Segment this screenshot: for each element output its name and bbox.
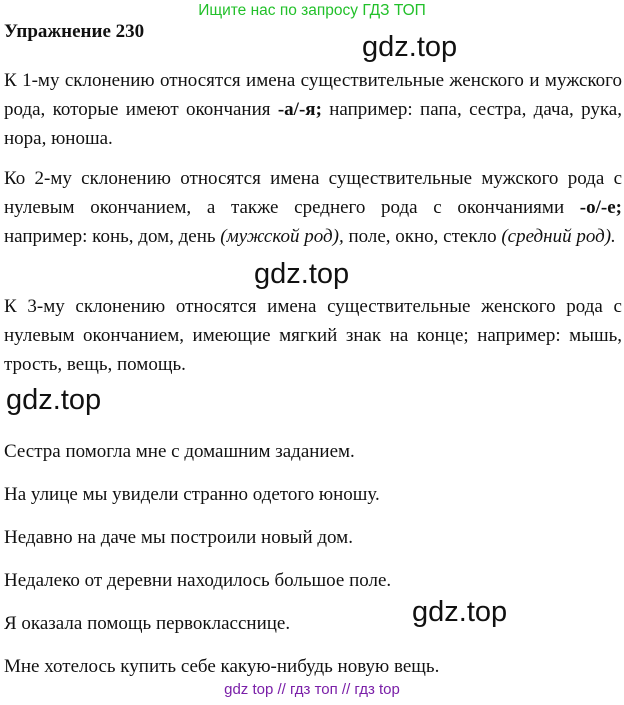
watermark: gdz.top [412, 596, 508, 628]
ending-text: -о/-е; [579, 197, 622, 218]
paragraph-declension-3 [4, 292, 622, 379]
sentence-4: Недалеко от деревни находилось большое поле. [4, 570, 392, 591]
paragraph-declension-2 [4, 164, 622, 251]
sentence-5: Я оказала помощь первокласснице. [4, 613, 291, 634]
sentence-1: Сестра помогла мне с домашним заданием. [4, 441, 355, 462]
exercise-title: Упражнение 230 [4, 21, 145, 42]
sentence-2: На улице мы увидели странно одетого юношу. [4, 484, 380, 505]
text: например: конь, дом, день [4, 226, 221, 247]
paragraph-declension-1 [4, 66, 622, 153]
text: К 1-му склонению относятся имена существительные женского и мужского рода, которые имеют окончания [4, 70, 622, 120]
footer-links: gdz top // гдз топ // гдз top [224, 681, 400, 698]
text: К 3-му склонению относятся имена существительные женского рода с нулевым окончанием, имеющие мягкий знак на конце; например: мышь, трость, вещь, помощь. [4, 296, 622, 375]
watermark: gdz.top [254, 258, 350, 290]
sentence-3: Недавно на даче мы построили новый дом. [4, 527, 353, 548]
sentence-6: Мне хотелось купить себе какую-нибудь новую вещь. [4, 656, 440, 677]
gender-note: (мужской род), [220, 226, 344, 247]
text: например: папа, сестра, дача, рука, нора, юноша. [4, 99, 622, 149]
watermark: gdz.top [362, 31, 458, 63]
top-banner: Ищите нас по запросу ГДЗ ТОП [198, 2, 426, 19]
text: Ко 2-му склонению относятся имена существительные мужского рода с нулевым окончанием, а также среднего рода с окончаниями [4, 168, 622, 218]
gender-note: (средний род). [501, 226, 616, 247]
watermark: gdz.top [6, 384, 102, 416]
ending-text: -а/-я; [277, 99, 322, 120]
text: поле, окно, стекло [343, 226, 502, 247]
